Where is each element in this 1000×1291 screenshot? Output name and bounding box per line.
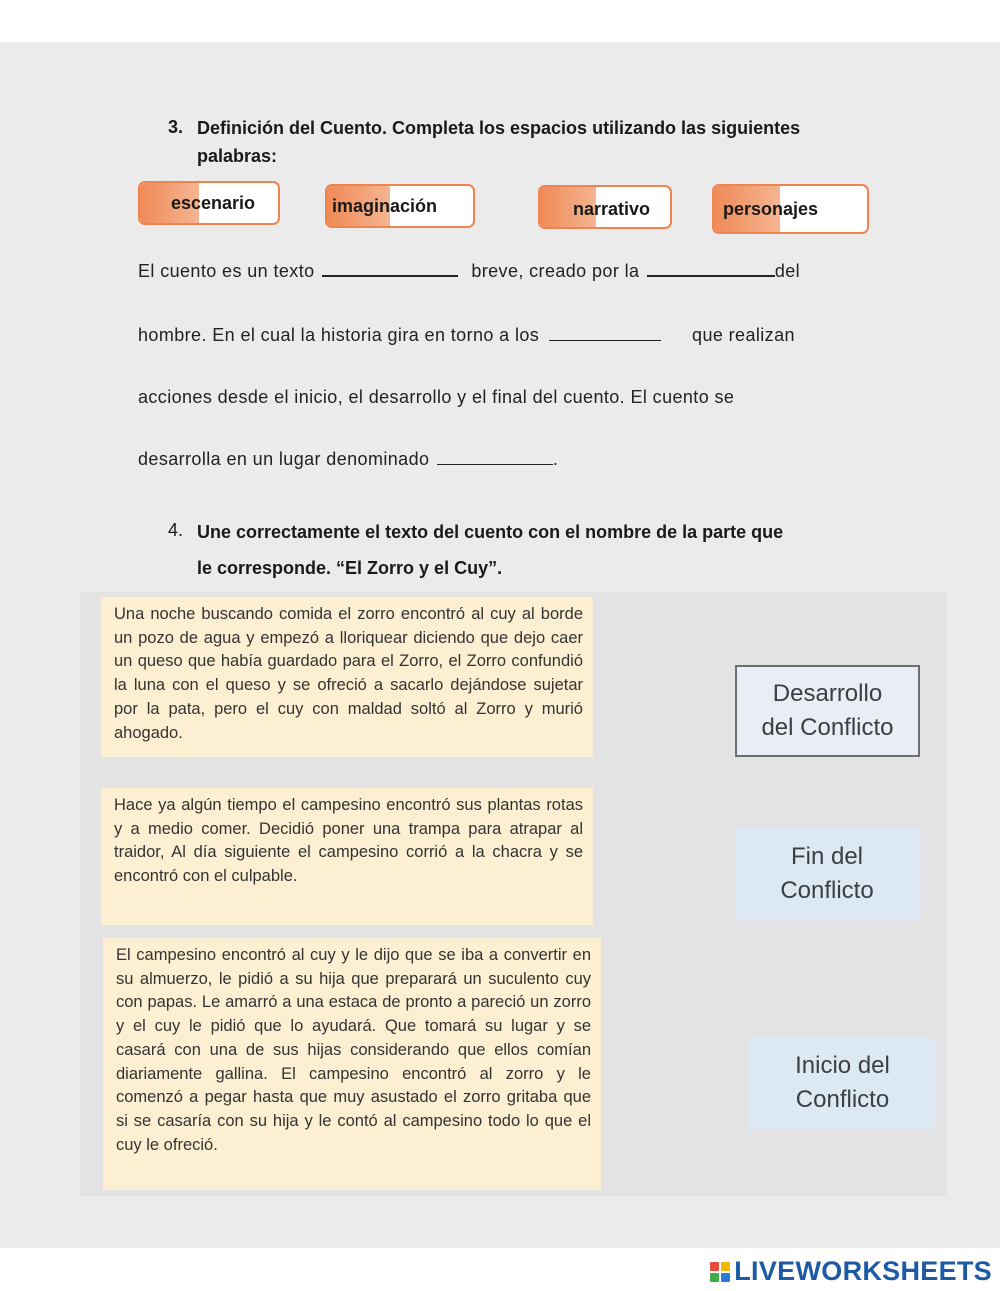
paragraph-text: breve, creado por la [471,261,640,281]
label-text [780,840,873,908]
label-text [795,1049,890,1117]
story-box-2[interactable]: Hace ya algún tiempo el campesino encontró sus plantas rotas y a medio comer. Decidió poner una trampa para atrapar al traidor, Al día siguiente el campesino corrió a la chacra y se encontró con el culpable. [101,788,593,925]
label-desarrollo-del-conflicto[interactable] [735,665,920,757]
story-box-1[interactable]: Una noche buscando comida el zorro encontró al cuy al borde un pozo de agua y empezó a lloriquear diciendo que dejo caer un queso que había guardado para el Zorro, el Zorro confundió la luna con el queso y se ofreció a sacarlo dejándose sujetar por la pata, pero el cuy con maldad soltó al Zorro y murió ahogado. [101,597,593,757]
label-fin-del-conflicto[interactable] [735,828,919,920]
chip-label: personajes [723,198,819,219]
brand-name: LIVEWORKSHEETS [734,1256,992,1286]
paragraph-text: El cuento es un texto [138,261,315,281]
liveworksheets-logo-icon [710,1262,730,1282]
story-box-3[interactable]: El campesino encontró al cuy y le dijo que se iba a convertir en su almuerzo, le pidió a su hija que preparará un suculento cuy con papas. Le amarró a una estaca de pronto a pareció un zorro y el cuy le pidió que lo ayudará. Que tomará su lugar y se casará con una de sus hijas considerando que ellos comían diariamente gallina. El campesino encontró al zorro y le comenzó a pegar hasta que muy asustado el zorro gritaba que si se casaría con su hija y le contó al campesino todo lo que el cuy le ofreció. [103,938,601,1190]
label-line-2: Conflicto [780,877,874,904]
word-chip-escenario[interactable] [138,181,280,225]
question-3-line-2: palabras: [197,146,278,166]
top-bar [0,0,1000,42]
blank-1[interactable] [322,259,458,277]
paragraph-line-3: acciones desde el inicio, el desarrollo y el final del cuento. El cuento se [138,387,735,407]
paragraph-text: que realizan [692,325,795,345]
word-chip-narrativo[interactable] [538,185,672,229]
question-4-line-1: Une correctamente el texto del cuento con el nombre de la parte que [197,522,784,542]
question-4-line-2: le corresponde. “El Zorro y el Cuy”. [197,558,503,578]
blank-3[interactable] [549,323,661,341]
chip-label: escenario [171,192,256,213]
paragraph-text: del [774,261,801,281]
blank-2[interactable] [647,259,775,277]
label-line-1: Fin del [790,843,864,870]
question-3-number: 3. [168,117,184,137]
question-4-number: 4. [168,520,184,540]
question-3-line-1: Definición del Cuento. Completa los espacios utilizando las siguientes [197,118,801,138]
word-chip-imaginacion[interactable] [325,184,475,228]
word-chip-personajes[interactable] [712,184,869,234]
chip-label: imaginación [332,195,438,216]
liveworksheets-brand[interactable] [710,1256,992,1287]
paragraph-text: desarrolla en un lugar denominado [138,449,430,469]
chip-label: narrativo [573,198,651,219]
question-3-text [197,114,887,170]
label-line-2: Conflicto [795,1086,890,1113]
question-4-text [197,514,887,586]
paragraph-line-1 [138,259,800,282]
paragraph-text: . [552,449,559,469]
paragraph-text: hombre. En el cual la historia gira en torno a los [138,325,540,345]
label-line-1: Desarrollo [772,680,883,707]
label-line-1: Inicio del [795,1052,890,1079]
label-line-2: del Conflicto [761,714,894,741]
blank-4[interactable] [437,447,553,465]
label-text [761,677,893,745]
label-inicio-del-conflicto[interactable] [750,1037,935,1129]
paragraph-line-2 [138,323,795,346]
paragraph-line-4 [138,447,558,470]
